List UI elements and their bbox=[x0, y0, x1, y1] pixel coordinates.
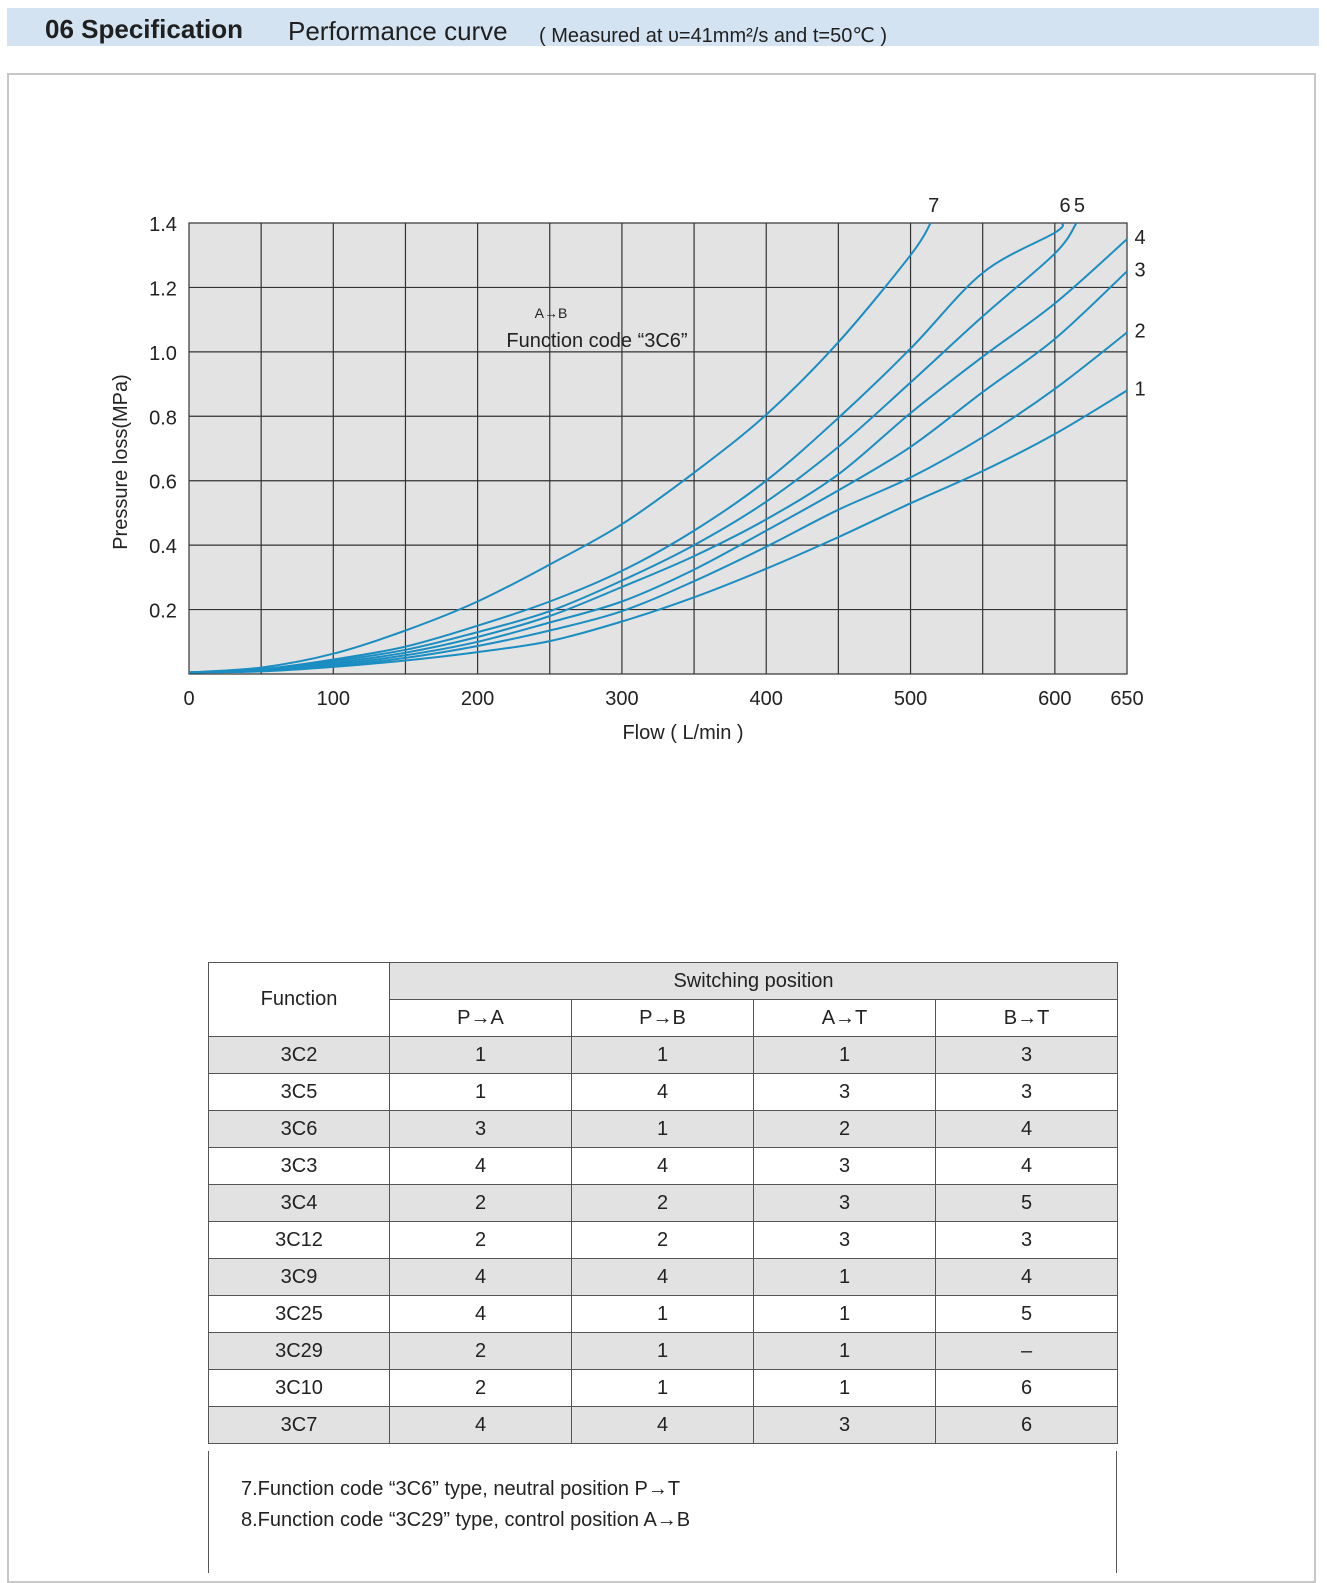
series-label-1: 1 bbox=[1134, 378, 1146, 401]
series-label-5: 5 bbox=[1073, 195, 1086, 217]
y-tick-label: 1.2 bbox=[149, 278, 177, 301]
measurement-condition: ( Measured at υ=41mm²/s and t=50℃ ) bbox=[539, 25, 887, 47]
column-header-a-t: A→T bbox=[754, 1000, 936, 1037]
curve-number-cell: 4 bbox=[572, 1074, 754, 1111]
table-row bbox=[209, 1259, 1118, 1296]
curve-number-cell: 4 bbox=[572, 1407, 754, 1444]
curve-number-cell: 4 bbox=[572, 1259, 754, 1296]
table-row bbox=[209, 1222, 1118, 1259]
curve-number-cell: 5 bbox=[936, 1185, 1118, 1222]
y-tick-label: 0.2 bbox=[149, 600, 177, 623]
curve-number-cell: 4 bbox=[936, 1148, 1118, 1185]
note-3c29: 8.Function code “3C29” type, control position A→B bbox=[241, 1509, 691, 1531]
section-number-title: 06 Specification bbox=[45, 14, 243, 44]
curve-number-cell: 2 bbox=[390, 1333, 572, 1370]
function-code-cell: 3C25 bbox=[209, 1296, 390, 1333]
function-code-cell: 3C7 bbox=[209, 1407, 390, 1444]
curve-number-cell: 2 bbox=[754, 1111, 936, 1148]
chart-annotation-function-code: Function code “3C6” bbox=[506, 330, 688, 352]
curve-number-cell: – bbox=[936, 1333, 1118, 1370]
curve-number-cell: 2 bbox=[390, 1185, 572, 1222]
table-notes bbox=[208, 1451, 1117, 1573]
curve-number-cell: 1 bbox=[572, 1037, 754, 1074]
curve-number-cell: 3 bbox=[936, 1222, 1118, 1259]
plot-area bbox=[189, 223, 1127, 674]
curve-number-cell: 2 bbox=[572, 1185, 754, 1222]
page-title: Performance curve bbox=[288, 16, 508, 46]
table-row bbox=[209, 1407, 1118, 1444]
curve-number-cell: 1 bbox=[572, 1296, 754, 1333]
function-code-cell: 3C12 bbox=[209, 1222, 390, 1259]
curve-number-cell: 4 bbox=[572, 1148, 754, 1185]
curve-number-cell: 1 bbox=[754, 1333, 936, 1370]
table-row bbox=[209, 1333, 1118, 1370]
function-code-cell: 3C3 bbox=[209, 1148, 390, 1185]
curve-number-cell: 2 bbox=[572, 1222, 754, 1259]
function-code-cell: 3C9 bbox=[209, 1259, 390, 1296]
table-row bbox=[209, 1037, 1118, 1074]
curve-number-cell: 3 bbox=[754, 1148, 936, 1185]
curve-number-cell: 6 bbox=[936, 1370, 1118, 1407]
function-code-cell: 3C6 bbox=[209, 1111, 390, 1148]
curve-number-cell: 4 bbox=[390, 1407, 572, 1444]
curve-number-cell: 5 bbox=[936, 1296, 1118, 1333]
series-label-6: 6 bbox=[1059, 195, 1071, 217]
y-tick-label: 1.4 bbox=[149, 214, 177, 236]
x-tick-label: 500 bbox=[893, 688, 928, 710]
function-code-cell: 3C4 bbox=[209, 1185, 390, 1222]
curve-number-cell: 3 bbox=[936, 1037, 1118, 1074]
x-tick-label: 200 bbox=[460, 688, 495, 710]
y-tick-label: 0.6 bbox=[149, 471, 177, 494]
y-axis-label: Pressure loss(MPa) bbox=[110, 374, 132, 550]
function-code-cell: 3C10 bbox=[209, 1370, 390, 1407]
curve-number-cell: 1 bbox=[390, 1037, 572, 1074]
x-axis-label: Flow ( L/min ) bbox=[622, 722, 744, 744]
table-row bbox=[209, 1148, 1118, 1185]
series-label-4: 4 bbox=[1134, 227, 1146, 250]
switching-position-header: Switching position bbox=[390, 963, 1118, 1000]
table-row bbox=[209, 1074, 1118, 1111]
curve-number-cell: 1 bbox=[572, 1370, 754, 1407]
curve-number-cell: 4 bbox=[936, 1111, 1118, 1148]
curve-number-cell: 3 bbox=[936, 1074, 1118, 1111]
x-tick-label: 300 bbox=[605, 688, 639, 710]
y-tick-label: 1.0 bbox=[149, 342, 177, 365]
curve-number-cell: 4 bbox=[390, 1259, 572, 1296]
curve-number-cell: 1 bbox=[390, 1074, 572, 1111]
curve-number-cell: 6 bbox=[936, 1407, 1118, 1444]
function-code-cell: 3C29 bbox=[209, 1333, 390, 1370]
column-header-p-a: P→A bbox=[390, 1000, 572, 1037]
function-code-cell: 3C2 bbox=[209, 1037, 390, 1074]
column-header-p-b: P→B bbox=[572, 1000, 754, 1037]
curve-number-cell: 3 bbox=[390, 1111, 572, 1148]
column-header-b-t: B→T bbox=[936, 1000, 1118, 1037]
series-label-3: 3 bbox=[1134, 259, 1146, 282]
x-tick-label: 650 bbox=[1110, 688, 1144, 710]
curve-number-cell: 3 bbox=[754, 1407, 936, 1444]
curve-number-cell: 1 bbox=[572, 1333, 754, 1370]
switching-position-table bbox=[208, 962, 1118, 1444]
curve-number-cell: 3 bbox=[754, 1222, 936, 1259]
curve-number-cell: 4 bbox=[390, 1296, 572, 1333]
y-tick-label: 0.8 bbox=[149, 407, 177, 430]
curve-number-cell: 1 bbox=[754, 1259, 936, 1296]
x-tick-label: 400 bbox=[749, 688, 783, 710]
series-label-7: 7 bbox=[928, 195, 940, 217]
curve-number-cell: 4 bbox=[390, 1148, 572, 1185]
x-tick-label: 0 bbox=[183, 688, 195, 710]
curve-number-cell: 1 bbox=[754, 1037, 936, 1074]
table-row bbox=[209, 1296, 1118, 1333]
table-row bbox=[209, 1370, 1118, 1407]
chart-annotation-direction: A→B bbox=[534, 305, 568, 321]
curve-number-cell: 3 bbox=[754, 1074, 936, 1111]
table-row bbox=[209, 1185, 1118, 1222]
curve-number-cell: 1 bbox=[754, 1370, 936, 1407]
x-tick-label: 600 bbox=[1038, 688, 1072, 710]
curve-number-cell: 1 bbox=[754, 1296, 936, 1333]
function-column-header: Function bbox=[209, 963, 390, 1037]
table-row bbox=[209, 1111, 1118, 1148]
curve-number-cell: 3 bbox=[754, 1185, 936, 1222]
curve-number-cell: 2 bbox=[390, 1222, 572, 1259]
curve-number-cell: 1 bbox=[572, 1111, 754, 1148]
chart-grid bbox=[189, 223, 1127, 674]
note-3c6: 7.Function code “3C6” type, neutral position P→T bbox=[241, 1478, 681, 1500]
curve-number-cell: 4 bbox=[936, 1259, 1118, 1296]
x-tick-label: 100 bbox=[316, 688, 350, 710]
y-tick-label: 0.4 bbox=[149, 536, 177, 559]
curve-number-cell: 2 bbox=[390, 1370, 572, 1407]
function-code-cell: 3C5 bbox=[209, 1074, 390, 1111]
series-label-2: 2 bbox=[1134, 320, 1146, 343]
